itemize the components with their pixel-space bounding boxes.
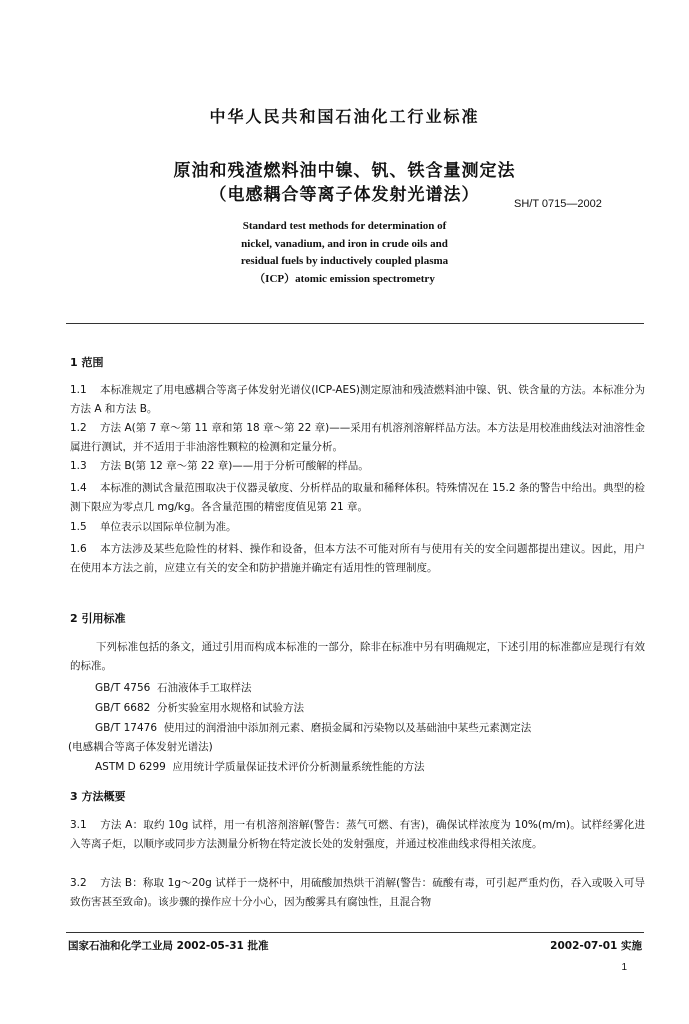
- clause-number: 1.2: [70, 422, 87, 434]
- clause-number: 1.1: [70, 384, 87, 396]
- clause-1-1: [70, 381, 645, 419]
- clause-text: 单位表示以国际单位制为准。: [100, 521, 237, 533]
- clause-1-2: [70, 419, 645, 457]
- chinese-title-line2: （电感耦合等离子体发射光谱法）: [209, 185, 480, 205]
- reference-code: ASTM D 6299: [95, 761, 166, 773]
- footer-divider: [66, 932, 644, 933]
- english-title-line: nickel, vanadium, and iron in crude oils and: [241, 237, 448, 250]
- english-title: [0, 218, 689, 288]
- clause-1-3: [70, 457, 645, 476]
- clause-text: 方法 A：取约 10g 试样，用一有机溶剂溶解(警告：蒸气可燃、有害)，确保试样浓度为 10%(m/m)。试样经雾化进入等离子炬，以顺序或同步方法测量分析物在特定波长处的发射强度，并通过校准曲线求得相关浓度。: [70, 819, 645, 850]
- clause-3-1: [70, 816, 645, 854]
- clause-1-6: [70, 540, 645, 578]
- reference-item: [95, 759, 425, 774]
- reference-title: 分析实验室用水规格和试验方法: [157, 702, 305, 714]
- english-title-line: Standard test methods for determination of: [242, 220, 447, 232]
- references-intro: 下列标准包括的条文，通过引用而构成本标准的一部分，除非在标准中另有明确规定，下述引用的标准都应是现行有效的标准。: [70, 641, 645, 672]
- clause-text: 方法 B：称取 1g～20g 试样于一烧杯中，用硫酸加热烘干消解(警告：硫酸有毒，可引起严重灼伤，吞入或吸入可导致伤害甚至致命)。该步骤的操作应十分小心，因为酸雾具有腐蚀性，且混合物: [70, 877, 645, 908]
- clause-number: 1.5: [70, 521, 87, 533]
- section-heading-references: 2 引用标准: [70, 612, 126, 625]
- chinese-title-line1: 原油和残渣燃料油中镍、钒、铁含量测定法: [173, 161, 516, 181]
- standard-number: SH/T 0715—2002: [514, 198, 602, 210]
- reference-title: 石油液体手工取样法: [157, 682, 252, 694]
- clause-number: 1.3: [70, 460, 87, 472]
- clause-1-5: [70, 518, 645, 537]
- header-divider: [66, 323, 644, 324]
- industry-standard-heading: 中华人民共和国石油化工行业标准: [209, 107, 480, 126]
- clause-text: 本标准的测试含量范围取决于仪器灵敏度、分析样品的取量和稀释体积。特殊情况在 15.2 条的警告中给出。典型的检测下限应为零点几 mg/kg。各含量范围的精密度值见第 21 章。: [70, 482, 645, 513]
- clause-number: 1.4: [70, 482, 87, 494]
- clause-1-4: [70, 479, 645, 517]
- approval-info: 国家石油和化学工业局 2002-05-31 批准: [68, 940, 269, 952]
- reference-item: [95, 700, 304, 715]
- reference-code: GB/T 6682: [95, 702, 151, 714]
- clause-text: 方法 A(第 7 章～第 11 章和第 18 章～第 22 章)——采用有机溶剂溶解样品方法。本方法是用校准曲线法对油溶性金属进行测试，并不适用于非油溶性颗粒的检测和定量分析。: [70, 422, 645, 453]
- clause-number: 3.2: [70, 877, 87, 889]
- english-title-line: residual fuels by inductively coupled plasma: [240, 255, 449, 267]
- section-heading-scope: 1 范围: [70, 356, 104, 369]
- page-number: 1: [621, 962, 627, 973]
- english-title-line: （ICP）atomic emission spectrometry: [254, 272, 435, 285]
- clause-number: 1.6: [70, 543, 87, 555]
- reference-code: GB/T 17476: [95, 722, 158, 734]
- clause-text: 本方法涉及某些危险性的材料、操作和设备，但本方法不可能对所有与使用有关的安全问题都提出建议。因此，用户在使用本方法之前，应建立有关的安全和防护措施并确定有适用性的管理制度。: [70, 543, 645, 574]
- reference-item-continuation: (电感耦合等离子体发射光谱法): [68, 741, 213, 753]
- reference-item: [95, 680, 252, 695]
- clause-text: 方法 B(第 12 章～第 22 章)——用于分析可酸解的样品。: [100, 460, 369, 472]
- clause-3-2: [70, 874, 645, 912]
- implementation-date: 2002-07-01 实施: [550, 940, 642, 952]
- section-heading-method-summary: 3 方法概要: [70, 790, 126, 803]
- reference-title: 应用统计学质量保证技术评价分析测量系统性能的方法: [172, 761, 425, 773]
- reference-item: [95, 720, 531, 735]
- reference-code: GB/T 4756: [95, 682, 151, 694]
- clause-number: 3.1: [70, 819, 87, 831]
- clause-text: 本标准规定了用电感耦合等离子体发射光谱仪(ICP-AES)测定原油和残渣燃料油中镍、钒、铁含量的方法。本标准分为方法 A 和方法 B。: [70, 384, 645, 415]
- reference-title: 使用过的润滑油中添加剂元素、磨损金属和污染物以及基础油中某些元素测定法: [163, 722, 532, 734]
